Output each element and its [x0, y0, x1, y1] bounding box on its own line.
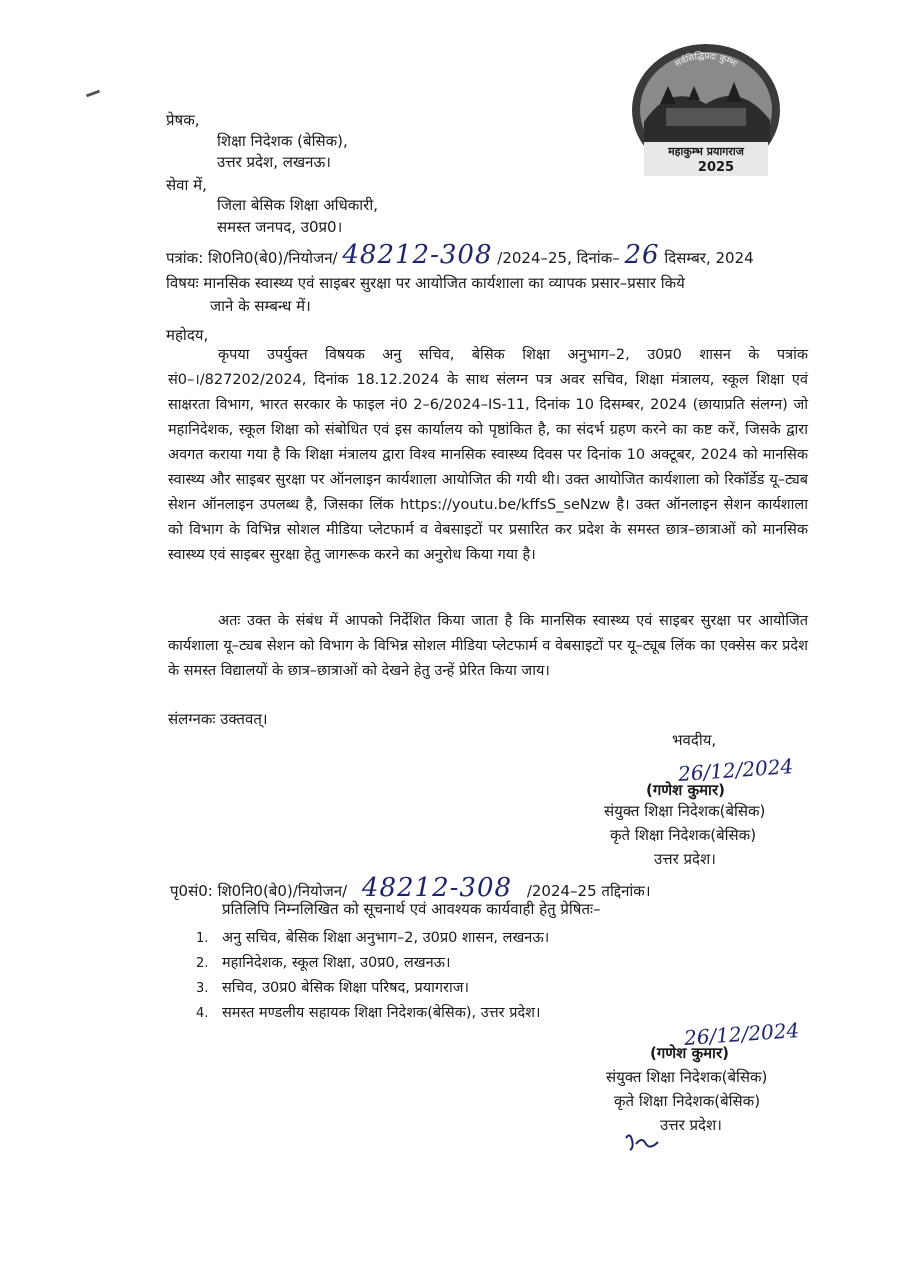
reference-middle: /2024–25, दिनांक– — [497, 249, 620, 267]
endorsement-prefix: पृ0सं0: शि0नि0(बे0)/नियोजन/ — [170, 882, 348, 900]
signatory-name-1: (गणेश कुमार) — [646, 781, 725, 799]
copy-list — [196, 926, 549, 1026]
scan-mark — [86, 90, 100, 98]
list-item: 2. महानिदेशक, स्कूल शिक्षा, उ0प्र0, लखनऊ। — [196, 955, 451, 971]
signatory-designation1-1: संयुक्त शिक्षा निदेशक(बेसिक) — [604, 802, 766, 820]
sender-line1: शिक्षा निदेशक (बेसिक), — [217, 132, 348, 150]
sender-label: प्रेषक, — [166, 111, 200, 129]
reference-handwritten-number: 48212-308 — [342, 240, 493, 270]
recipient-line1: जिला बेसिक शिक्षा अधिकारी, — [217, 196, 378, 214]
signatory-designation1-2: संयुक्त शिक्षा निदेशक(बेसिक) — [606, 1068, 768, 1086]
reference-prefix: पत्रांक: शि0नि0(बे0)/नियोजन/ — [166, 249, 338, 267]
signatory-place-1: उत्तर प्रदेश। — [654, 850, 716, 868]
signatory-place-2: उत्तर प्रदेश। — [660, 1116, 722, 1134]
mahakumbh-2025-seal — [630, 42, 782, 178]
signatory-designation2-2: कृते शिक्षा निदेशक(बेसिक) — [614, 1092, 761, 1110]
closing-regards: भवदीय, — [672, 731, 717, 749]
initials-scribble — [622, 1130, 662, 1160]
reference-suffix: दिसम्बर, 2024 — [664, 249, 754, 267]
endorsement-intro: प्रतिलिपि निम्नलिखित को सूचनार्थ एवं आवश्यक कार्यवाही हेतु प्रेषितः– — [222, 900, 601, 918]
signature-2: 26/12/2024 — [683, 1018, 800, 1050]
sender-line2: उत्तर प्रदेश, लखनऊ। — [217, 153, 331, 171]
list-item: 4. समस्त मण्डलीय सहायक शिक्षा निदेशक(बेसिक), उत्तर प्रदेश। — [196, 1005, 541, 1021]
svg-text:सर्वसिद्धिप्रदः कुम्भः: सर्वसिद्धिप्रदः कुम्भः — [673, 51, 739, 70]
signatory-name-2: (गणेश कुमार) — [650, 1044, 729, 1062]
svg-text:महाकुम्भ प्रयागराज: महाकुम्भ प्रयागराज — [668, 145, 744, 158]
body-paragraph-1: कृपया उपर्युक्त विषयक अनु सचिव, बेसिक शिक्षा अनुभाग–2, उ0प्र0 शासन के पत्रांक सं0–।/827202/2024, दिनांक 18.12.2024 के साथ संलग्न पत्र अवर सचिव, शिक्षा मंत्रालय, स्कूल शिक्षा एवं साक्षरता विभाग, भारत सरकार के फाइल नं0 2–6/2024–IS-11, दिनांक 10 दिसम्बर, 2024 (छायाप्रति संलग्न) जो महानिदेशक, स्कूल शिक्षा को संबोधित एवं इस कार्यालय को पृष्ठांकित है, का संदर्भ ग्रहण करने का कष्ट करें, जिसके द्वारा अवगत कराया गया है कि शिक्षा मंत्रालय द्वारा विश्व मानसिक स्वास्थ्य दिवस पर दिनांक 10 अक्टूबर, 2024 को मानसिक स्वास्थ्य और साइबर सुरक्षा पर ऑनलाइन कार्यशाला आयोजित की गयी थी। उक्त आयोजित कार्यशाला को रिकॉर्डेड यू–ट्यब सेशन ऑनलाइन उपलब्ध है, जिसका लिंक https://youtu.be/kffsS_seNzw है। उक्त ऑनलाइन सेशन कार्यशाला को विभाग के विभिन्न सोशल मीडिया प्लेटफार्म व वेबसाइटों पर प्रसारित कर प्रदेश के समस्त छात्र–छात्राओं को मानसिक स्वास्थ्य एवं साइबर सुरक्षा हेतु जागरूक करने का अनुरोध किया गया है। — [168, 347, 808, 563]
signature-1: 26/12/2024 — [677, 754, 794, 786]
svg-text:2025: 2025 — [697, 160, 735, 175]
endorsement-suffix: /2024–25 तद्दिनांक। — [526, 882, 651, 900]
subject-line1 — [166, 273, 685, 293]
reference-line — [166, 240, 754, 270]
list-item: 1. अनु सचिव, बेसिक शिक्षा अनुभाग–2, उ0प्र0 शासन, लखनऊ। — [196, 930, 550, 946]
signatory-designation2-1: कृते शिक्षा निदेशक(बेसिक) — [610, 826, 757, 844]
subject-label: विषयः — [166, 274, 199, 292]
body-paragraph-2: अतः उक्त के संबंध में आपको निर्देशित किया जाता है कि मानसिक स्वास्थ्य एवं साइबर सुरक्षा पर आयोजित कार्यशाला यू–ट्यब सेशन को विभाग के विभिन्न सोशल मीडिया प्लेटफार्म व वेबसाइटों पर यू–ट्यूब लिंक का एक्सेस कर प्रदेश के समस्त विद्यालयों के छात्र–छात्राओं को देखने हेतु उन्हें प्रेरित किया जाय। — [168, 613, 808, 679]
recipient-line2: समस्त जनपद, उ0प्र0। — [217, 218, 343, 236]
salutation: महोदय, — [166, 326, 209, 344]
recipient-label: सेवा में, — [166, 176, 207, 194]
enclosure-note: संलग्नकः उक्तवत्। — [168, 710, 268, 728]
subject-line2: जाने के सम्बन्ध में। — [210, 297, 311, 315]
list-item: 3. सचिव, उ0प्र0 बेसिक शिक्षा परिषद, प्रयागराज। — [196, 980, 469, 996]
endorsement-handwritten-number: 48212-308 — [361, 873, 513, 903]
subject-text1: मानसिक स्वास्थ्य एवं साइबर सुरक्षा पर आयोजित कार्यशाला का व्यापक प्रसार–प्रसार किये — [203, 274, 685, 292]
reference-handwritten-day: 26 — [624, 240, 660, 270]
